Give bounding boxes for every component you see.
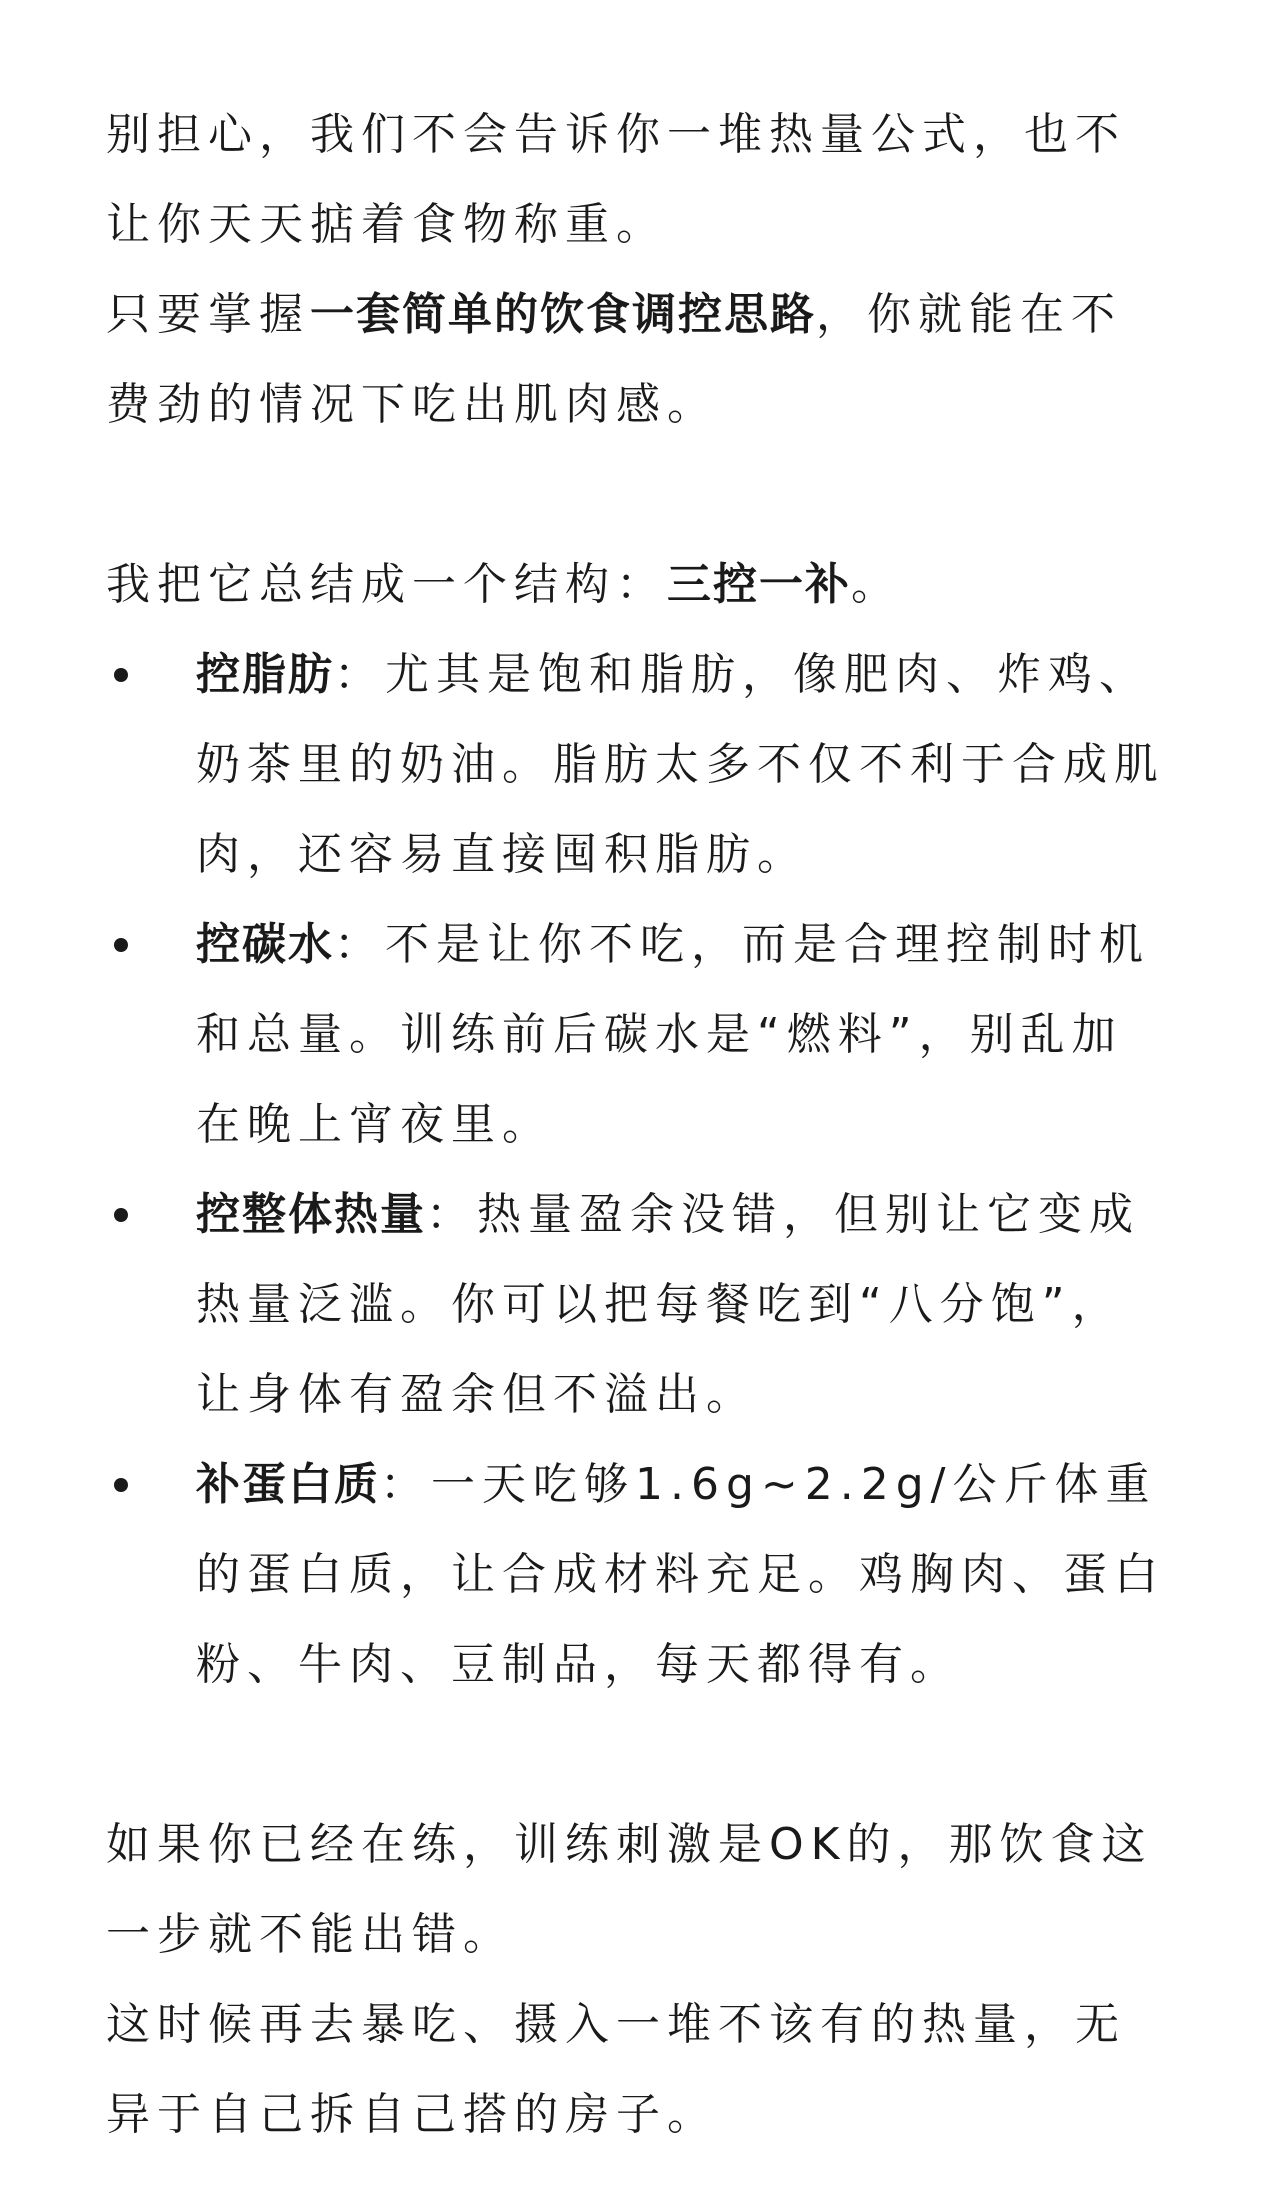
list-item: [106, 630, 1166, 900]
bullet-dot-icon: [114, 1478, 128, 1492]
list-item-text: ：不是让你不吃，而是合理控制时机和总量。训练前后碳水是“燃料”，别乱加在晚上宵夜里。: [196, 919, 1150, 1150]
paragraph-gap: [106, 450, 1166, 540]
list-item-text: ：尤其是饱和脂肪，像肥肉、炸鸡、奶茶里的奶油。脂肪太多不仅不利于合成肌肉，还容易直接囤积脂肪。: [196, 649, 1165, 880]
intro-line-2-post: ，你就能在不费劲的情况下吃出肌肉感。: [106, 289, 1122, 430]
intro-paragraph-1: [106, 90, 1166, 270]
bullet-dot-icon: [114, 1208, 128, 1222]
list-item: [106, 1170, 1166, 1440]
intro-line-2-bold: 一套简单的饮食调控思路: [310, 289, 816, 340]
intro-paragraph-2: [106, 270, 1166, 450]
list-item-term: 控整体热量: [196, 1189, 426, 1240]
structure-paragraph: [106, 540, 1166, 630]
list-item: [106, 900, 1166, 1170]
list-item-text: ：一天吃够1.6g~2.2g/公斤体重的蛋白质，让合成材料充足。鸡胸肉、蛋白粉、牛肉、豆制品，每天都得有。: [196, 1459, 1165, 1690]
paragraph-gap: [106, 1710, 1166, 1800]
closing-line-1: 如果你已经在练，训练刺激是OK的，那饮食这一步就不能出错。: [106, 1819, 1153, 1960]
structure-post: 。: [851, 559, 902, 610]
article-body: [106, 90, 1166, 2160]
list-item-term: 控脂肪: [196, 649, 334, 700]
list-item-term: 控碳水: [196, 919, 334, 970]
list-item: [106, 1440, 1166, 1710]
bullet-dot-icon: [114, 938, 128, 952]
structure-pre: 我把它总结成一个结构：: [106, 559, 667, 610]
intro-line-1: 别担心，我们不会告诉你一堆热量公式，也不让你天天掂着食物称重。: [106, 109, 1126, 250]
list-item-text: ：热量盈余没错，但别让它变成热量泛滥。你可以把每餐吃到“八分饱”，让身体有盈余但不溢出。: [196, 1189, 1140, 1420]
bullet-dot-icon: [114, 668, 128, 682]
closing-paragraph-1: [106, 1800, 1166, 1980]
structure-bold: 三控一补: [667, 559, 851, 610]
closing-line-2: 这时候再去暴吃、摄入一堆不该有的热量，无异于自己拆自己搭的房子。: [106, 1999, 1126, 2140]
intro-line-2-pre: 只要掌握: [106, 289, 310, 340]
list-item-term: 补蛋白质: [196, 1459, 380, 1510]
closing-paragraph-2: [106, 1980, 1166, 2160]
bullet-list: [106, 630, 1166, 1710]
